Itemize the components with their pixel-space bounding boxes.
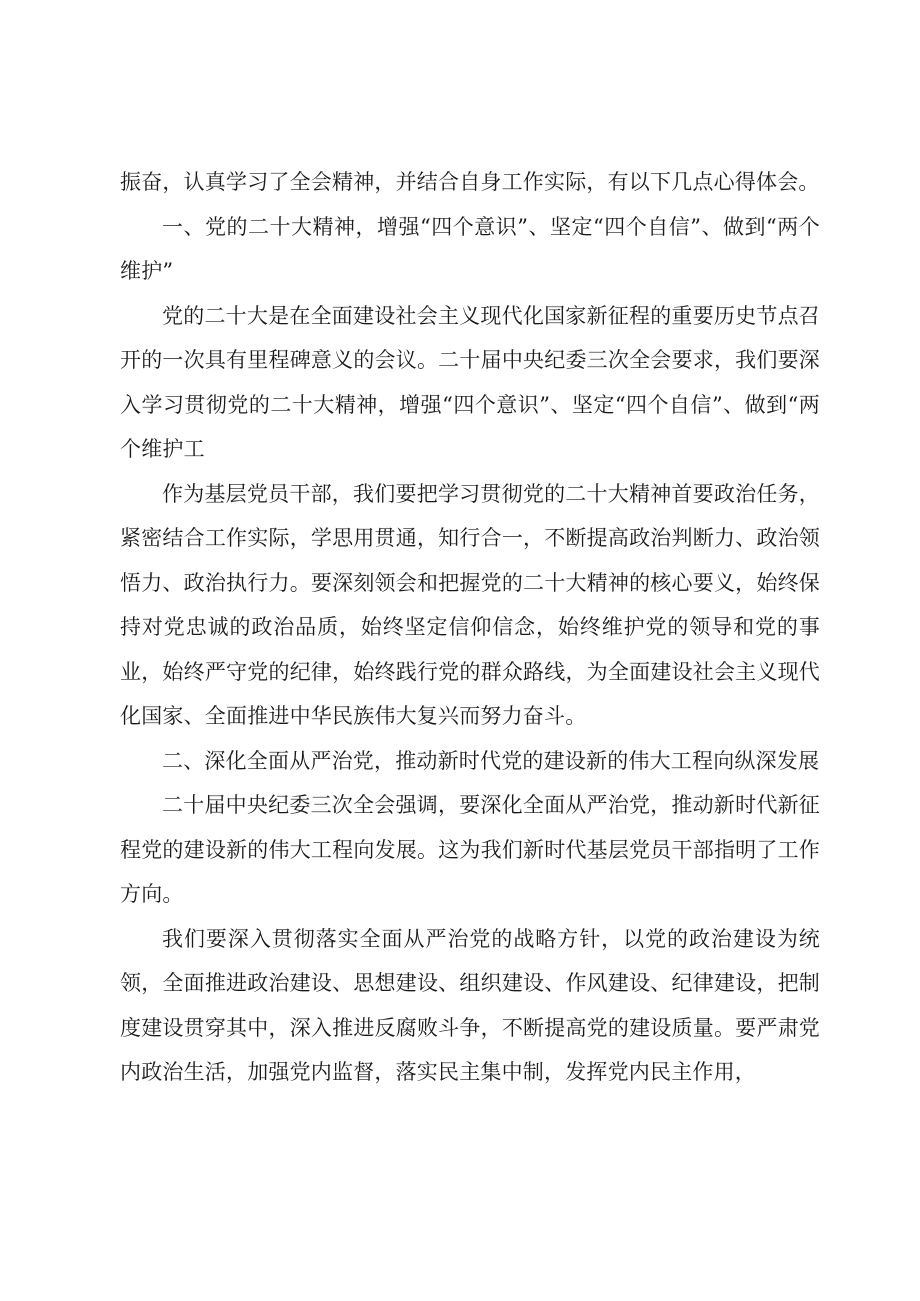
paragraph-continued: 振奋，认真学习了全会精神，并结合自身工作实际，有以下几点心得体会。 [120, 170, 820, 194]
document-body [120, 160, 820, 1095]
section-heading-2: 二、深化全面从严治党，推动新时代党的建设新的伟大工程向纵深发展 [162, 748, 820, 773]
paragraph: 我们要深入贯彻落实全面从严治党的战略方针，以党的政治建设为统领，全面推进政治建设、思想建设、组织建设、作风建设、纪律建设，把制度建设贯穿其中，深入推进反腐败斗争，不断提高党的建设质量。要严肃党内政治生活，加强党内监督，落实民主集中制，发挥党内民主作用， [120, 926, 820, 1084]
paragraph: 二十届中央纪委三次全会强调，要深化全面从严治党，推动新时代新征程党的建设新的伟大工程向发展。这为我们新时代基层党员干部指明了工作方向。 [120, 793, 820, 906]
section-heading-1: 一、党的二十大精神，增强“四个意识”、坚定“四个自信”、做到“两个维护” [120, 214, 820, 283]
paragraph: 作为基层党员干部，我们要把学习贯彻党的二十大精神首要政治任务，紧密结合工作实际，学思用贯通，知行合一，不断提高政治判断力、政治领悟力、政治执行力。要深刻领会和把握党的二十大精神的核心要义，始终保持对党忠诚的政治品质，始终坚定信仰信念，始终维护党的领导和党的事业，始终严守党的纪律，始终践行党的群众路线，为全面建设社会主义现代化国家、全面推进中华民族伟大复兴而努力奋斗。 [120, 481, 820, 728]
paragraph: 党的二十大是在全面建设社会主义现代化国家新征程的重要历史节点召开的一次具有里程碑意义的会议。二十届中央纪委三次全会要求，我们要深入学习贯彻党的二十大精神，增强“四个意识”、坚定“四个自信”、做到“两个维护工 [120, 303, 820, 461]
